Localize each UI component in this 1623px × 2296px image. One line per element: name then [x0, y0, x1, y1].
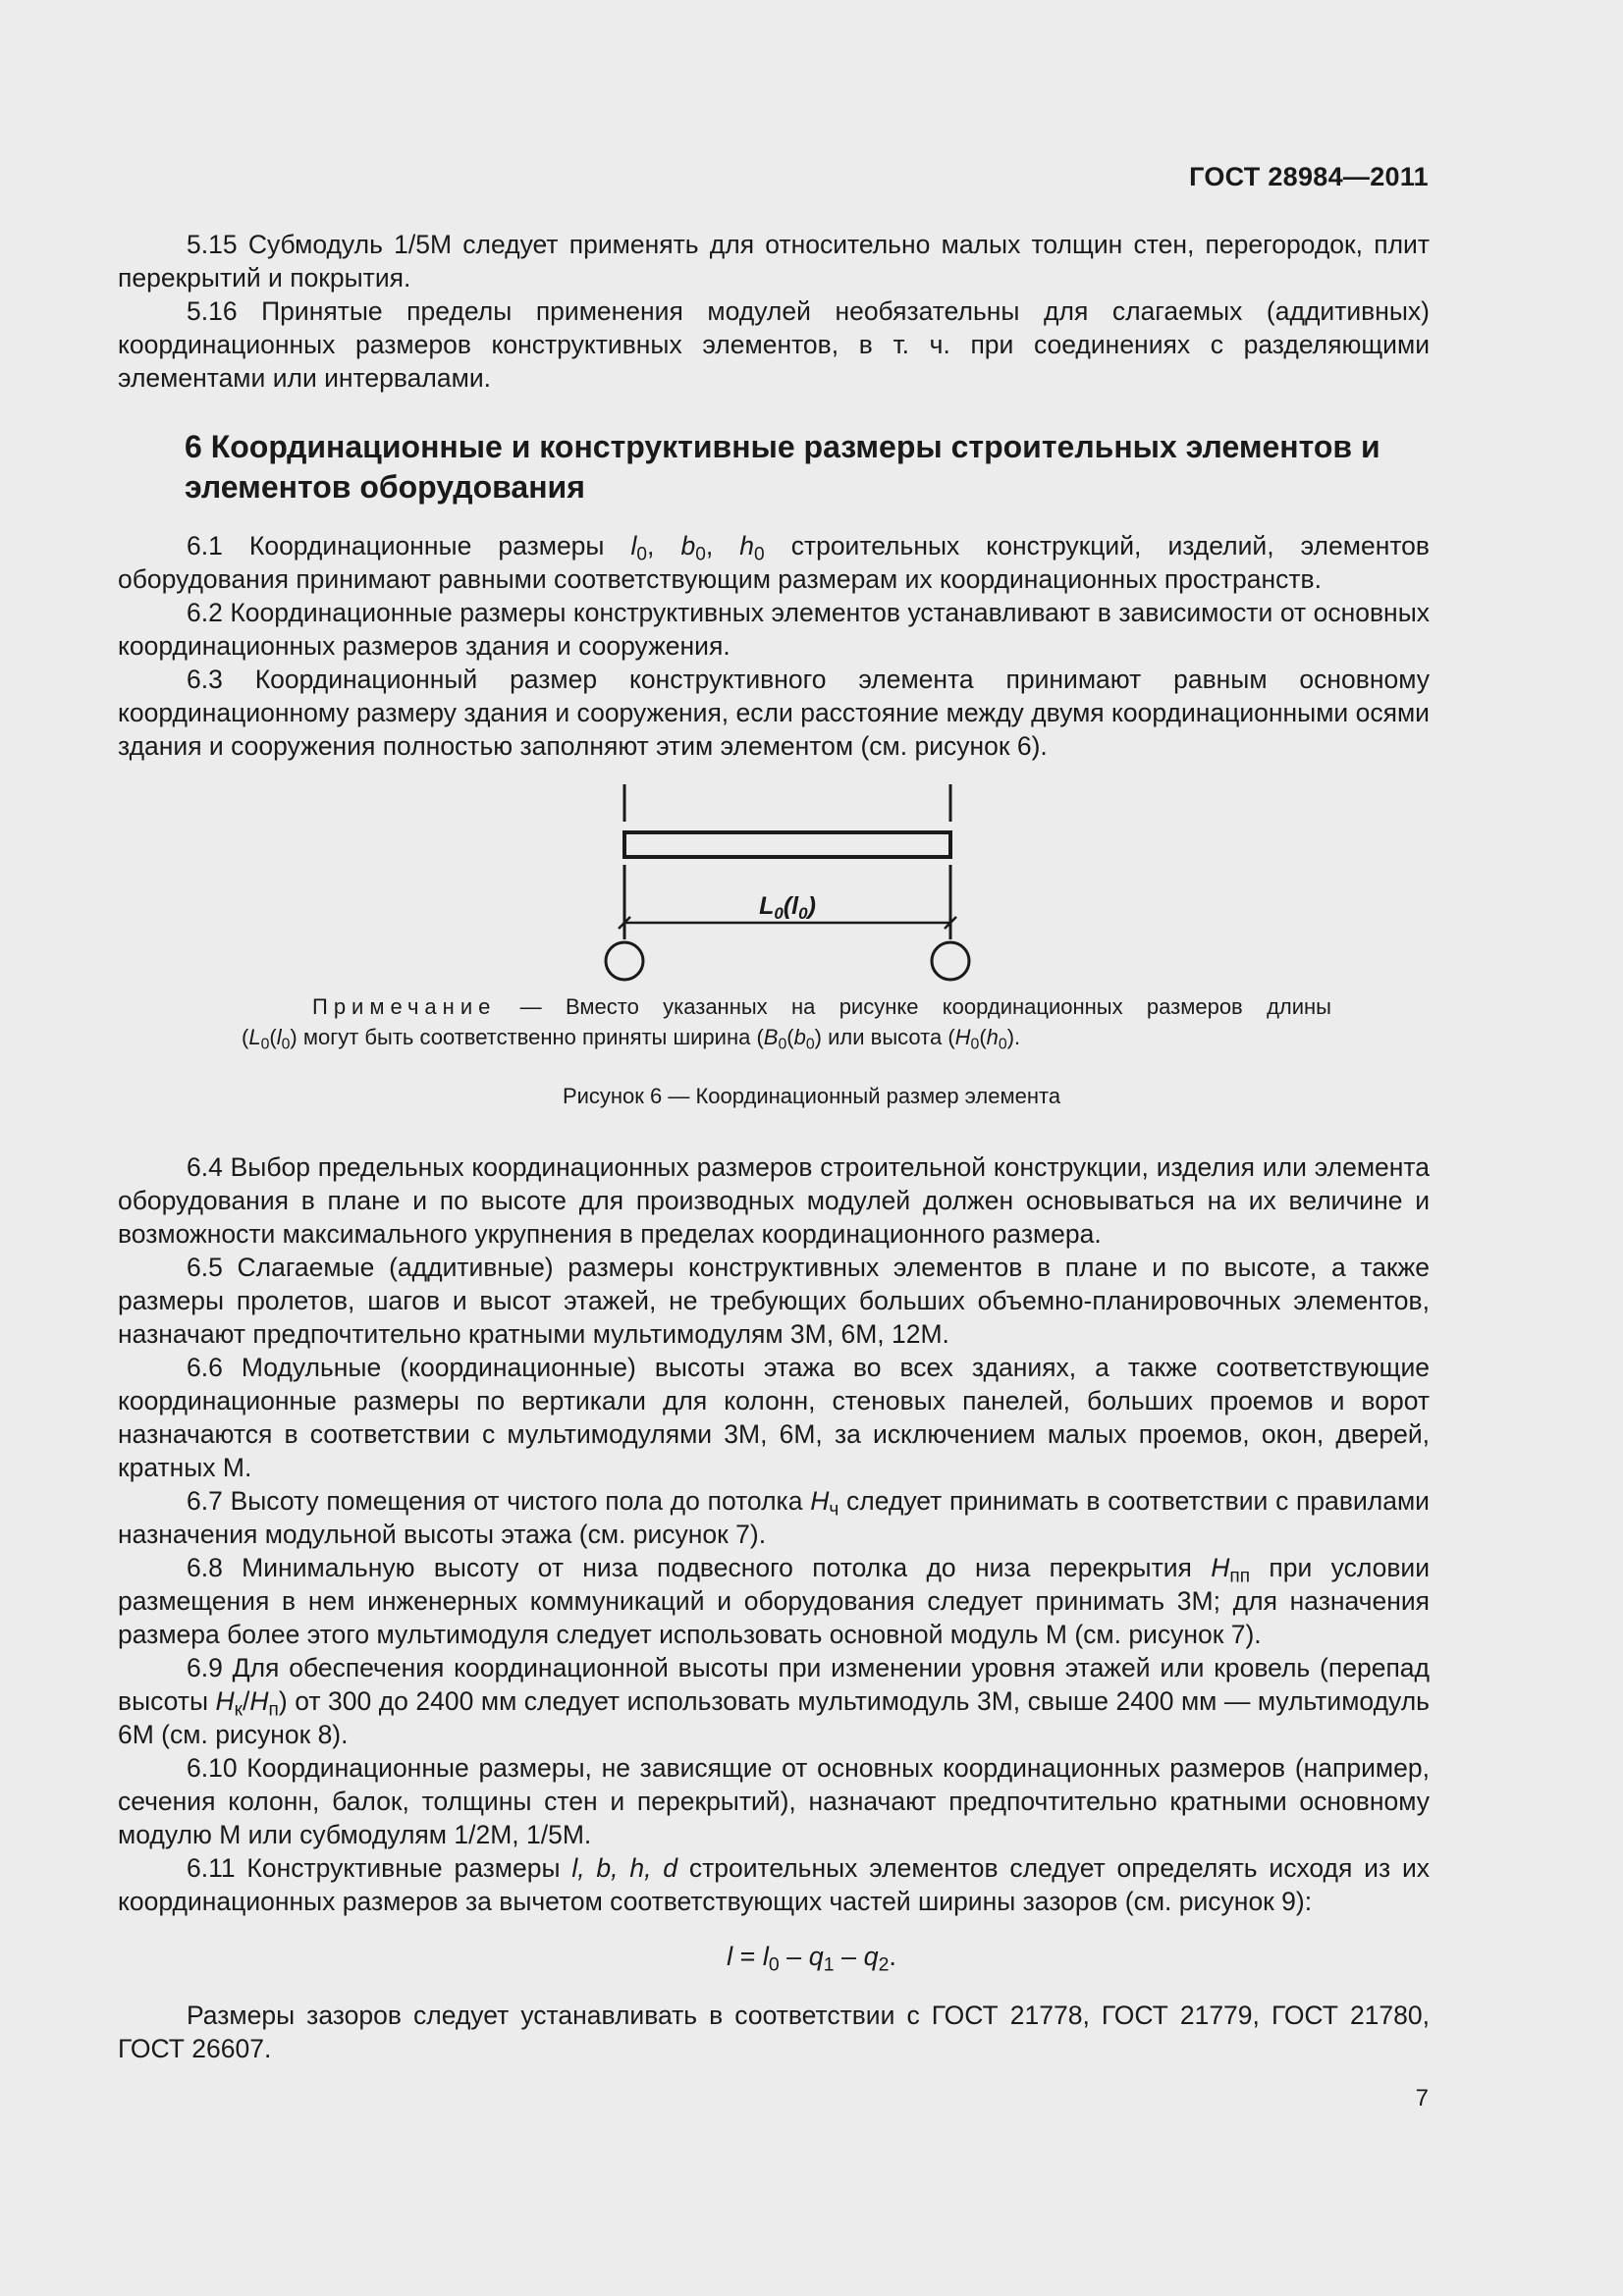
- figure-note: Примечание — Вместо указанных на рисунке координационных размеров длины ($L_0(l_0)$ могут быть соответственно приняты ширина ($B_0(b_0)$ или высота ($H_0(h_0)$.: [242, 994, 1331, 1053]
- section-6-text: [118, 529, 1430, 763]
- paragraph-6-2: 6.2 Координационные размеры конструктивных элементов устанавливают в зависимости от основных координационных размеров здания и сооружения.: [118, 598, 1430, 661]
- formula: $l = l_0 - q_1 - q_2$.: [727, 1942, 896, 1976]
- paragraph-6-10: 6.10 Координационные размеры, не зависящие от основных координационных размеров (например, сечения колонн, балок, толщины стен и перекрытий), назначают предпочтительно кратными основному модулю М или субмодулям 1/2М, 1/5М.: [118, 1753, 1430, 1849]
- dimension-label: $L_0(l_0)$: [759, 892, 816, 923]
- section-6-heading: 6 Координационные и конструктивные размеры строительных элементов и элементов оборудования: [185, 429, 1380, 505]
- structural-element: [624, 832, 950, 857]
- section-6-text-continued: [118, 1150, 1430, 1918]
- final-text: [118, 1999, 1430, 2065]
- paragraph-6-11: 6.11 Конструктивные размеры l, b, h, d строительных элементов следует определять исходя из их координационных размеров за вычетом соответствующих частей ширины зазоров (см. рисунок 9):: [118, 1853, 1431, 1916]
- figure-6: [589, 780, 1001, 996]
- paragraph-5-15: 5.15 Субмодуль 1/5М следует применять для относительно малых толщин стен, перегородок, плит перекрытий и покрытия.: [118, 230, 1430, 293]
- paragraph-6-3: 6.3 Координационный размер конструктивного элемента принимают равным основному координационному размеру здания и сооружения, если расстояние между двумя координационными осями здания и сооружения полностью заполняют этим элементом (см. рисунок 6).: [118, 665, 1430, 761]
- paragraph-6-1: 6.1 Координационные размеры $l_0$, $b_0$, $h_0$ строительных конструкций, изделий, элементов оборудования принимают равными соответствующим размерам их координационных пространств.: [118, 531, 1431, 594]
- paragraph-6-9: 6.9 Для обеспечения координационной высоты при изменении уровня этажей или кровель (перепад высоты $H_к/H_п$) от 300 до 2400 мм следует использовать мультимодуль 3М, свыше 2400 мм — мультимодуль 6М (см. рисунок 8).: [118, 1653, 1430, 1749]
- paragraph-6-8: 6.8 Минимальную высоту от низа подвесного потолка до низа перекрытия $H_{пп}$ при условии размещения в нем инженерных коммуникаций и оборудования следует принимать 3М; для назначения размера более этого мультимодуля следует использовать основной модуль М (см. рисунок 7).: [118, 1553, 1430, 1649]
- paragraph-6-4: 6.4 Выбор предельных координационных размеров строительной конструкции, изделия или элемента оборудования в плане и по высоте для производных модулей должен основываться на их величине и возможности максимального укрупнения в пределах координационного размера.: [118, 1152, 1430, 1249]
- paragraph-6-6: 6.6 Модульные (координационные) высоты этажа во всех зданиях, а также соответствующие координационные размеры по вертикали для колонн, стеновых панелей, больших проемов и ворот назначаются в соответствии с мультимодулями 3М, 6М, за исключением малых проемов, окон, дверей, кратных М.: [118, 1353, 1430, 1482]
- paragraph-5-16: 5.16 Принятые пределы применения модулей необязательны для слагаемых (аддитивных) координационных размеров конструктивных элементов, в т. ч. при соединениях с разделяющими элементами или интервалами.: [118, 296, 1430, 393]
- note-label: Примечание: [312, 994, 497, 1019]
- paragraph-6-7: 6.7 Высоту помещения от чистого пола до потолка $H_ч$ следует принимать в соответствии с правилами назначения модульной высоты этажа (см. рисунок 7).: [118, 1486, 1430, 1549]
- page-number: 7: [1415, 2085, 1429, 2111]
- paragraph-gaps: Размеры зазоров следует устанавливать в соответствии с ГОСТ 21778, ГОСТ 21779, ГОСТ 21780, ГОСТ 26607.: [118, 2001, 1430, 2063]
- axis-marker-right: [932, 942, 969, 980]
- paragraph-6-5: 6.5 Слагаемые (аддитивные) размеры конструктивных элементов в плане и по высоте, а также размеры пролетов, шагов и высот этажей, не требующих больших объемно-планировочных элементов, назначают предпочтительно кратными мультимодулям 3М, 6М, 12М.: [118, 1253, 1430, 1349]
- document-id: ГОСТ 28984—2011: [1189, 162, 1429, 191]
- figure-caption: Рисунок 6 — Координационный размер элемента: [562, 1084, 1061, 1108]
- section-5-text: [118, 228, 1430, 395]
- coordination-size-diagram: [589, 780, 1001, 991]
- axis-marker-left: [606, 942, 643, 980]
